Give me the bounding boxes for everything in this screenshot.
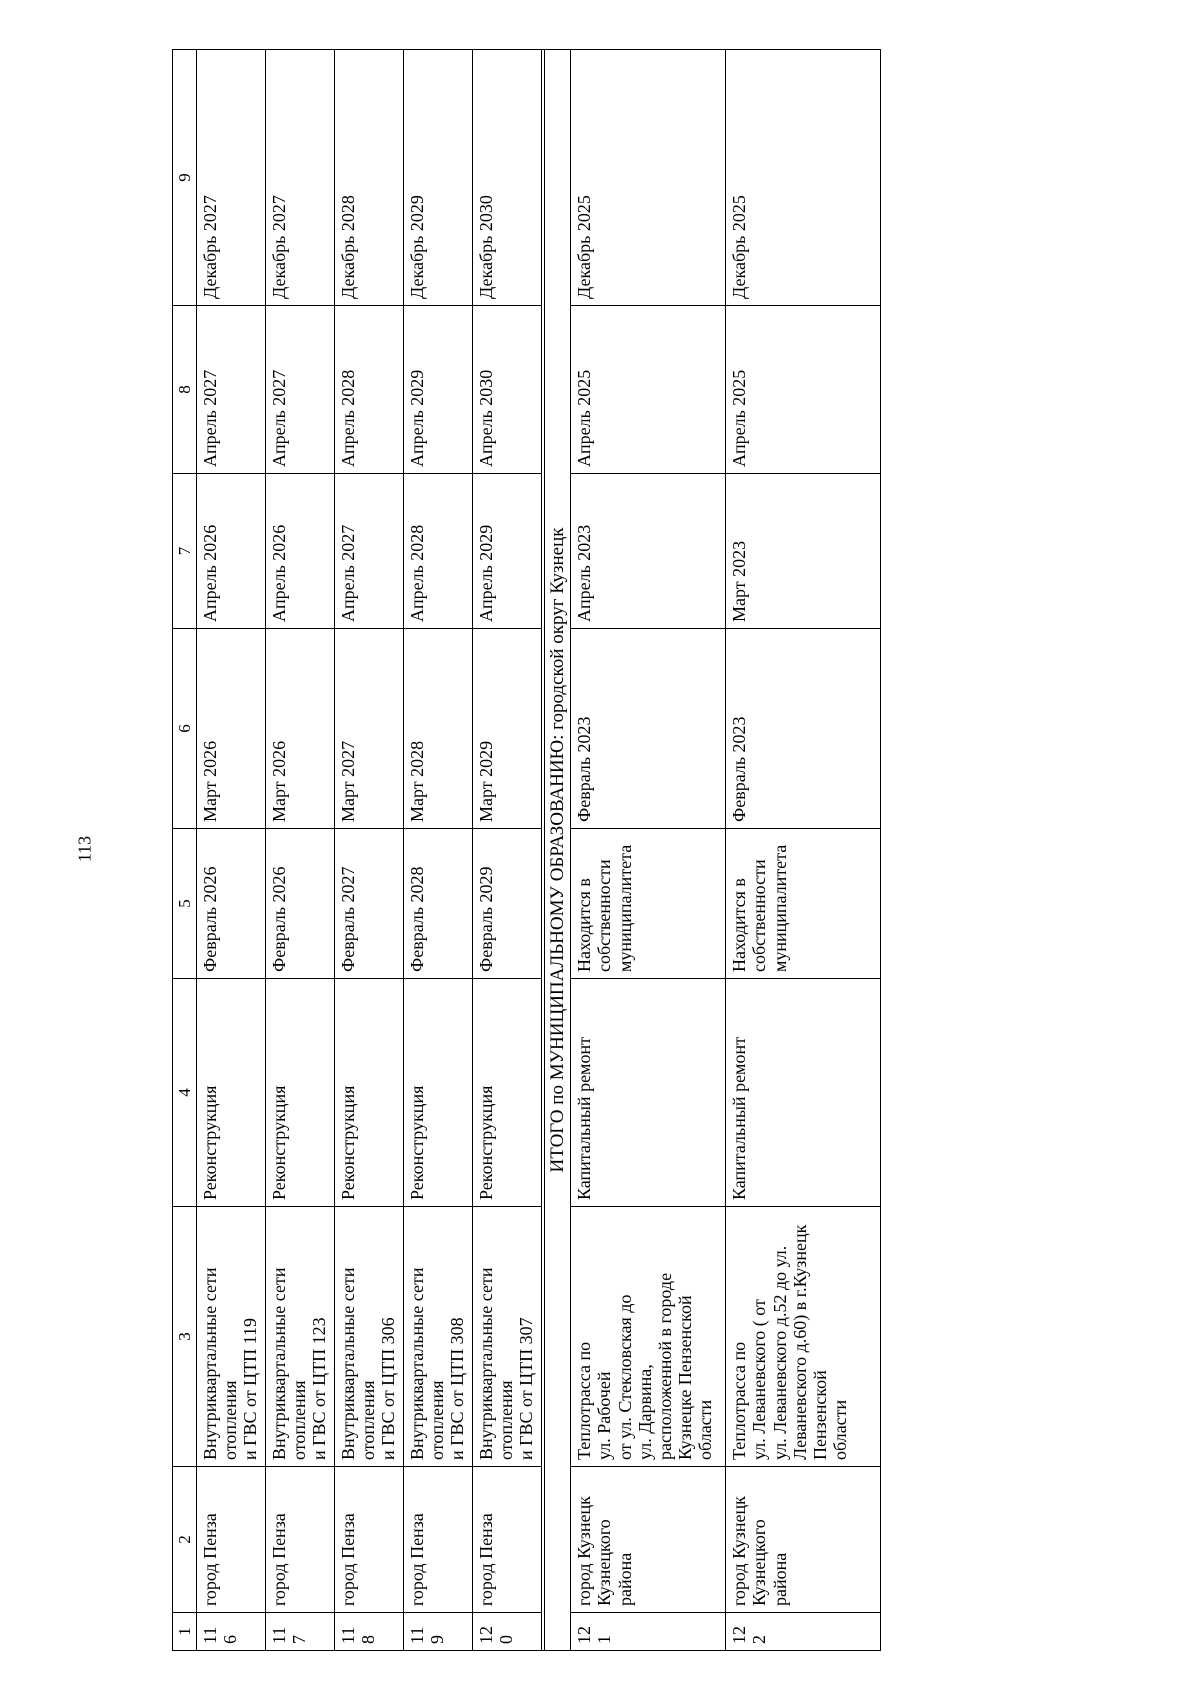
table-cell: Апрель 2025	[571, 306, 726, 474]
table-cell: Март 2026	[266, 629, 335, 829]
table-cell: Декабрь 2030	[473, 50, 542, 306]
table-cell: город Пенза	[335, 1467, 404, 1613]
table-cell: город Пенза	[266, 1467, 335, 1613]
table-cell: Внутриквартальные сети отопления и ГВС от ЦТП 123	[266, 1207, 335, 1467]
column-number-cell: 5	[173, 829, 197, 979]
table-cell: город Кузнецк Кузнецкого района	[571, 1467, 726, 1613]
column-number-cell: 4	[173, 979, 197, 1207]
table-cell: Апрель 2027	[335, 474, 404, 629]
table-row	[473, 50, 542, 1651]
table-row	[266, 50, 335, 1651]
table-cell: Внутриквартальные сети отопления и ГВС от ЦТП 307	[473, 1207, 542, 1467]
table-cell: Март 2023	[726, 474, 881, 629]
table-cell: Внутриквартальные сети отопления и ГВС от ЦТП 306	[335, 1207, 404, 1467]
table-cell: 116	[197, 1613, 266, 1651]
total-label: ИТОГО по МУНИЦИПАЛЬНОМУ ОБРАЗОВАНИЮ: городской округ Кузнецк	[545, 50, 571, 1651]
column-number-cell: 8	[173, 306, 197, 474]
table-cell: Теплотрасса по ул. Леваневского ( от ул. Леваневского д.52 до ул. Леваневского д.60) в г.Кузнецк Пензенской области	[726, 1207, 881, 1467]
rotated-table-container	[172, 50, 892, 1651]
table-cell: Апрель 2023	[571, 474, 726, 629]
table-cell: Находится в собственности муниципалитета	[726, 829, 881, 979]
table-cell: Реконструкция	[335, 979, 404, 1207]
table-cell: 117	[266, 1613, 335, 1651]
column-number-cell: 3	[173, 1207, 197, 1467]
table-cell: 118	[335, 1613, 404, 1651]
page-number: 113	[74, 835, 95, 863]
table-cell: город Пенза	[404, 1467, 473, 1613]
table-cell: Реконструкция	[404, 979, 473, 1207]
table-cell: Апрель 2026	[266, 474, 335, 629]
table-cell: город Пенза	[197, 1467, 266, 1613]
table-cell: Апрель 2027	[197, 306, 266, 474]
table-cell: Находится в собственности муниципалитета	[571, 829, 726, 979]
column-number-cell: 2	[173, 1467, 197, 1613]
table-cell: Апрель 2028	[404, 474, 473, 629]
table-cell: Декабрь 2029	[404, 50, 473, 306]
table-row	[571, 50, 726, 1651]
table-cell: Февраль 2023	[571, 629, 726, 829]
table-cell: Март 2029	[473, 629, 542, 829]
table-row	[726, 50, 881, 1651]
table-cell: 122	[726, 1613, 881, 1651]
table-cell: Февраль 2028	[404, 829, 473, 979]
table-cell: Внутриквартальные сети отопления и ГВС от ЦТП 308	[404, 1207, 473, 1467]
table-cell: Апрель 2030	[473, 306, 542, 474]
table-cell: Февраль 2026	[266, 829, 335, 979]
table-cell: Капитальный ремонт	[726, 979, 881, 1207]
table-cell: Февраль 2026	[197, 829, 266, 979]
header-row	[173, 50, 197, 1651]
table-cell: 119	[404, 1613, 473, 1651]
table-cell: Внутриквартальные сети отопления и ГВС от ЦТП 119	[197, 1207, 266, 1467]
table-row	[335, 50, 404, 1651]
table-cell: Теплотрасса по ул. Рабочей от ул. Стекловская до ул. Дарвина, расположенной в городе Кузнецке Пензенской области	[571, 1207, 726, 1467]
table-cell: Декабрь 2027	[266, 50, 335, 306]
table-cell: Февраль 2023	[726, 629, 881, 829]
table-cell: Март 2027	[335, 629, 404, 829]
table-cell: Реконструкция	[197, 979, 266, 1207]
total-row	[545, 50, 571, 1651]
column-number-cell: 6	[173, 629, 197, 829]
table-cell: город Пенза	[473, 1467, 542, 1613]
table-cell: Декабрь 2025	[726, 50, 881, 306]
table-cell: Февраль 2027	[335, 829, 404, 979]
table-cell: Реконструкция	[473, 979, 542, 1207]
table-cell: Капитальный ремонт	[571, 979, 726, 1207]
table-cell: Апрель 2028	[335, 306, 404, 474]
table-cell: Декабрь 2028	[335, 50, 404, 306]
table-cell: Февраль 2029	[473, 829, 542, 979]
table-cell: Апрель 2029	[473, 474, 542, 629]
table-cell: Реконструкция	[266, 979, 335, 1207]
table-cell: 121	[571, 1613, 726, 1651]
column-number-cell: 1	[173, 1613, 197, 1651]
table-cell: Декабрь 2027	[197, 50, 266, 306]
table-row	[197, 50, 266, 1651]
table-body	[173, 50, 881, 1651]
table-cell: Апрель 2026	[197, 474, 266, 629]
table-cell: Апрель 2025	[726, 306, 881, 474]
column-number-cell: 7	[173, 474, 197, 629]
table-cell: 120	[473, 1613, 542, 1651]
table-cell: Апрель 2029	[404, 306, 473, 474]
table-row	[404, 50, 473, 1651]
column-number-cell: 9	[173, 50, 197, 306]
table-cell: Декабрь 2025	[571, 50, 726, 306]
table-cell: город Кузнецк Кузнецкого района	[726, 1467, 881, 1613]
works-schedule-table	[172, 49, 881, 1651]
table-cell: Март 2028	[404, 629, 473, 829]
table-cell: Март 2026	[197, 629, 266, 829]
table-cell: Апрель 2027	[266, 306, 335, 474]
